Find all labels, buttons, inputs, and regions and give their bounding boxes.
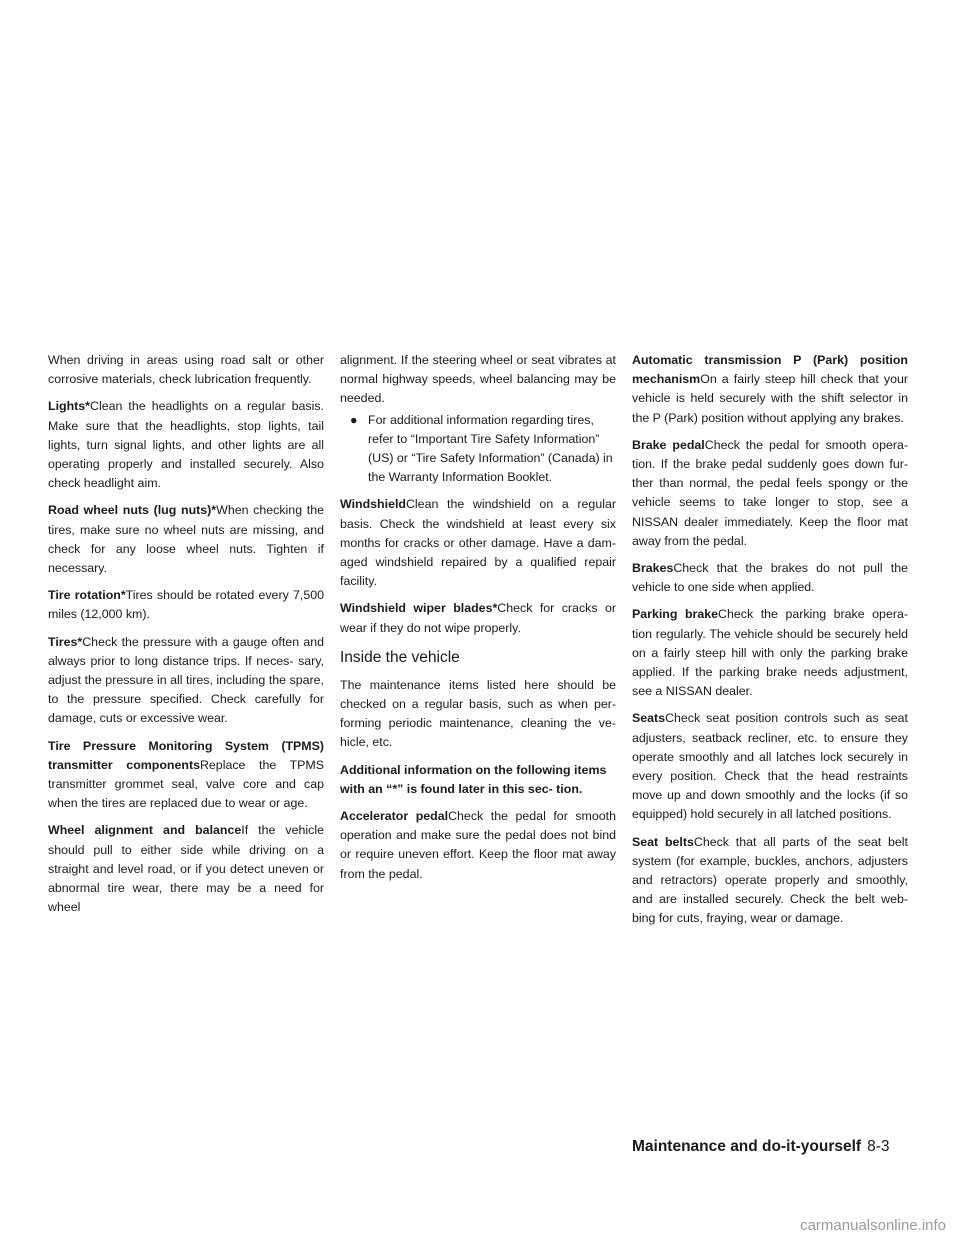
seat-belts-item (632, 833, 908, 929)
tire-rotation-text: Tires should be rotated every 7,500 miles (12,000 km). (48, 588, 324, 622)
tire-info-text: For additional information regarding tires, refer to “Important Tire Safety Information” (US) or “Tire Safety Information” (Canada) in the Warranty Information Booklet. (368, 412, 613, 485)
seat-belts-term: Seat belts (632, 834, 694, 849)
brake-pedal-term: Brake pedal (632, 437, 705, 452)
wheel-alignment-continued: alignment. If the steering wheel or seat vibrates at normal highway speeds, wheel balancing may be needed. (340, 353, 616, 406)
column-3 (632, 351, 908, 937)
wheel-alignment-text: If the vehicle should pull to either side while driving on a straight and level road, or if you detect uneven or abnormal tire wear, there may be a need for wheel (48, 823, 324, 915)
section-heading: Inside the vehicle (340, 648, 460, 666)
column-2 (340, 351, 616, 892)
brakes-item (632, 559, 908, 597)
wheel-alignment-item (48, 821, 324, 917)
wiper-blades-item (340, 599, 616, 637)
column-1 (48, 351, 324, 925)
windshield-item (340, 495, 616, 591)
windshield-text: Clean the windshield on a regular basis. Check the windshield at least every six months for cracks or other damage. Have a dam- aged windshield repaired by a qualified repair facility. (340, 497, 616, 589)
seats-item (632, 709, 908, 824)
intro-paragraph: When driving in areas using road salt or other corrosive materials, check lubrication frequently. (48, 353, 324, 387)
lug-nuts-item (48, 501, 324, 578)
seats-term: Seats (632, 711, 666, 726)
tpms-text: Replace the TPMS transmitter grommet seal, valve core and cap when the tires are replaced due to wear or age. (48, 757, 325, 811)
wheel-alignment-term: Wheel alignment and balance (48, 823, 242, 838)
page-footer (632, 1138, 918, 1156)
footer-section-title: Maintenance and do-it-yourself (632, 1138, 862, 1155)
inside-intro: The maintenance items listed here should be checked on a regular basis, such as when per- forming periodic maintenance, cleaning the ve- hicle, etc. (340, 677, 616, 750)
windshield-term: Windshield (340, 497, 406, 512)
tire-rotation-term: Tire rotation* (48, 588, 126, 603)
tire-rotation-item (48, 586, 324, 624)
brake-pedal-text: Check the pedal for smooth opera- tion. If the brake pedal suddenly goes down fur- ther than normal, the pedal feels spongy or the vehicle seems to take longer to stop, see a NISSAN dealer immediately. Keep the floor mat away from the pedal. (632, 437, 908, 548)
wiper-blades-term: Windshield wiper blades* (340, 601, 498, 616)
tires-term: Tires* (48, 634, 83, 649)
tpms-item (48, 737, 324, 814)
tire-info-bullet (340, 411, 616, 488)
brakes-text: Check that the brakes do not pull the vehicle to one side when applied. (632, 561, 908, 595)
additional-info-note: Additional information on the following items with an “*” is found later in this sec- tion. (340, 762, 607, 796)
tpms-term: Tire Pressure Monitoring System (TPMS) transmitter components (48, 738, 324, 772)
park-mechanism-term: Automatic transmission P (Park) position mechanism (632, 353, 908, 387)
tires-text: Check the pressure with a gauge often and always prior to long distance trips. If neces- sary, adjust the pressure in all tires, including the spare, to the pressure specified. Check carefully for damage, cuts or excessive wear. (48, 634, 324, 726)
lights-term: Lights* (48, 399, 90, 414)
lug-nuts-term: Road wheel nuts (lug nuts)* (48, 503, 217, 518)
parking-brake-item (632, 605, 908, 701)
seat-belts-text: Check that all parts of the seat belt system (for example, buckles, anchors, adjusters and retractors) operate properly and smoothly, and are installed securely. Check the belt web- bing for cuts, fraying, wear or damage. (632, 834, 908, 926)
park-mechanism-item (632, 351, 908, 428)
accelerator-pedal-text: Check the pedal for smooth operation and make sure the pedal does not bind or require uneven effort. Keep the floor mat away from the pedal. (340, 809, 616, 881)
lights-item (48, 397, 324, 493)
lug-nuts-text: When checking the tires, make sure no wheel nuts are missing, and check for any loose wheel nuts. Tighten if necessary. (48, 503, 324, 576)
parking-brake-text: Check the parking brake opera- tion regularly. The vehicle should be securely held on a fairly steep hill with only the parking brake applied. If the parking brake needs adjustment, see a NISSAN dealer. (632, 607, 908, 699)
accelerator-pedal-term: Accelerator pedal (340, 809, 449, 824)
brake-pedal-item (632, 436, 908, 551)
parking-brake-term: Parking brake (632, 607, 719, 622)
accelerator-pedal-item (340, 807, 616, 884)
lights-text: Clean the headlights on a regular basis. Make sure that the headlights, stop lights, tail lights, turn signal lights, and other lights are all operating properly and installed securely. Also check headlight aim. (48, 399, 324, 491)
bullet-icon: ● (350, 412, 358, 427)
page-number: 8-3 (867, 1138, 890, 1155)
brakes-term: Brakes (632, 561, 674, 576)
park-mechanism-text: On a fairly steep hill check that your vehicle is held securely with the shift selector in the P (Park) position without applying any brakes. (632, 372, 908, 425)
tires-item (48, 633, 324, 729)
watermark: carmanualsonline.info (800, 1217, 946, 1234)
seats-text: Check seat position controls such as seat adjusters, seatback recliner, etc. to ensure they operate smoothly and all latches lock securely in every position. Check that the head restraints move up and down smoothly and the locks (if so equipped) hold securely in all latched positions. (632, 711, 908, 822)
wiper-blades-text: Check for cracks or wear if they do not wipe properly. (340, 601, 616, 635)
